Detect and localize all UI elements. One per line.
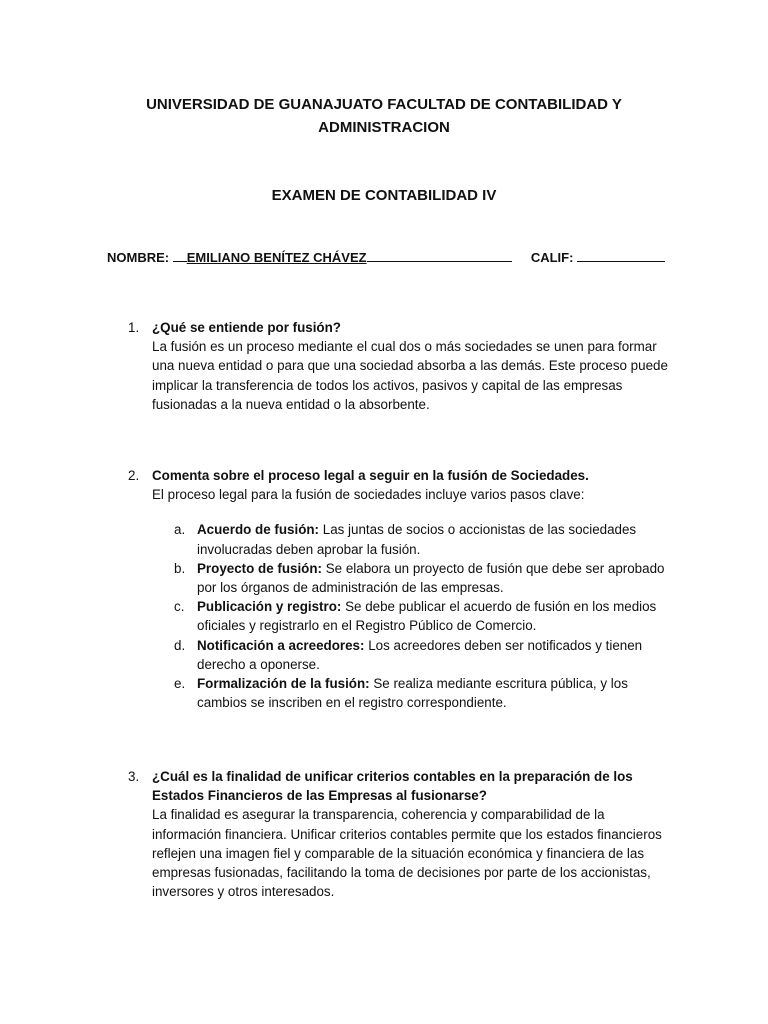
- list-item-text: Se elabora un proyecto de fusión que debe ser aprobado por los órganos de administración de las empresas.: [197, 560, 665, 596]
- list-item-term: Formalización de la fusión:: [197, 676, 370, 692]
- question-title: Comenta sobre el proceso legal a seguir en la fusión de Sociedades.: [152, 468, 589, 483]
- question-number: 1.: [128, 320, 140, 335]
- student-name: EMILIANO BENÍTEZ CHÁVEZ: [186, 250, 367, 265]
- list-item: [152, 559, 668, 597]
- list-item-text: Se debe publicar el acuerdo de fusión en los medios oficiales y registrarlo en el Registro Público de Comercio.: [197, 599, 657, 634]
- list-item-letter: d.: [174, 637, 186, 653]
- exam-title: EXAMEN DE CONTABILIDAD IV: [271, 187, 497, 204]
- list-item-letter: a.: [174, 522, 186, 538]
- grade-blank: [577, 247, 665, 262]
- list-item-term: Proyecto de fusión:: [197, 560, 322, 576]
- question-answer: La fusión es un proceso mediante el cual dos o más sociedades se unen para formar una nueva entidad o para que una sociedad absorba a las demás. Este proceso puede implicar la transferencia de todos los activos, pasivos y capital de las empresas fusionadas a la nueva entidad o la absorbente.: [152, 339, 668, 412]
- list-item: [152, 674, 668, 712]
- list-item-letter: c.: [174, 599, 185, 615]
- list-item-term: Notificación a acreedores:: [197, 637, 365, 653]
- list-item-text: Las juntas de socios o accionistas de las sociedades involucradas deben aprobar la fusión.: [197, 522, 637, 557]
- name-underline-lead: [173, 247, 187, 262]
- list-item: [152, 636, 668, 674]
- question-answer: El proceso legal para la fusión de sociedades incluye varios pasos clave:: [152, 487, 585, 503]
- question-number: 3.: [128, 769, 140, 784]
- list-item-term: Publicación y registro:: [197, 599, 342, 615]
- question-title: ¿Cuál es la finalidad de unificar criterios contables en la preparación de los Estados Financieros de las Empresas al fusionarse?: [152, 769, 633, 804]
- name-label: NOMBRE:: [107, 250, 170, 265]
- list-item: [152, 520, 668, 558]
- question-3: [128, 767, 668, 901]
- list-item-letter: b.: [174, 560, 186, 576]
- legal-steps-list: [152, 520, 668, 712]
- question-title: ¿Qué se entiende por fusión?: [152, 320, 341, 335]
- list-item-term: Acuerdo de fusión:: [197, 522, 320, 538]
- list-item-text: Los acreedores deben ser notificados y tienen derecho a oponerse.: [197, 637, 643, 672]
- question-number: 2.: [128, 468, 140, 483]
- question-2: [128, 466, 668, 712]
- list-item-text: Se realiza mediante escritura pública, y los cambios se inscriben en el registro correspondiente.: [197, 676, 628, 711]
- question-1: [128, 318, 668, 414]
- grade-label: CALIF:: [530, 250, 574, 265]
- student-info-row: [107, 247, 667, 267]
- list-item-letter: e.: [174, 676, 186, 692]
- list-item: [152, 597, 668, 635]
- name-underline-tail: [367, 247, 512, 262]
- university-title: UNIVERSIDAD DE GUANAJUATO FACULTAD DE CONTABILIDAD Y ADMINISTRACION: [146, 96, 622, 136]
- question-answer: La finalidad es asegurar la transparencia, coherencia y comparabilidad de la información financiera. Unificar criterios contables permite que los estados financieros reflejen una imagen fiel y comparable de la situación económica y financiera de las empresas fusionadas, facilitando la toma de decisiones por parte de los accionistas, inversores y otros interesados.: [152, 807, 662, 900]
